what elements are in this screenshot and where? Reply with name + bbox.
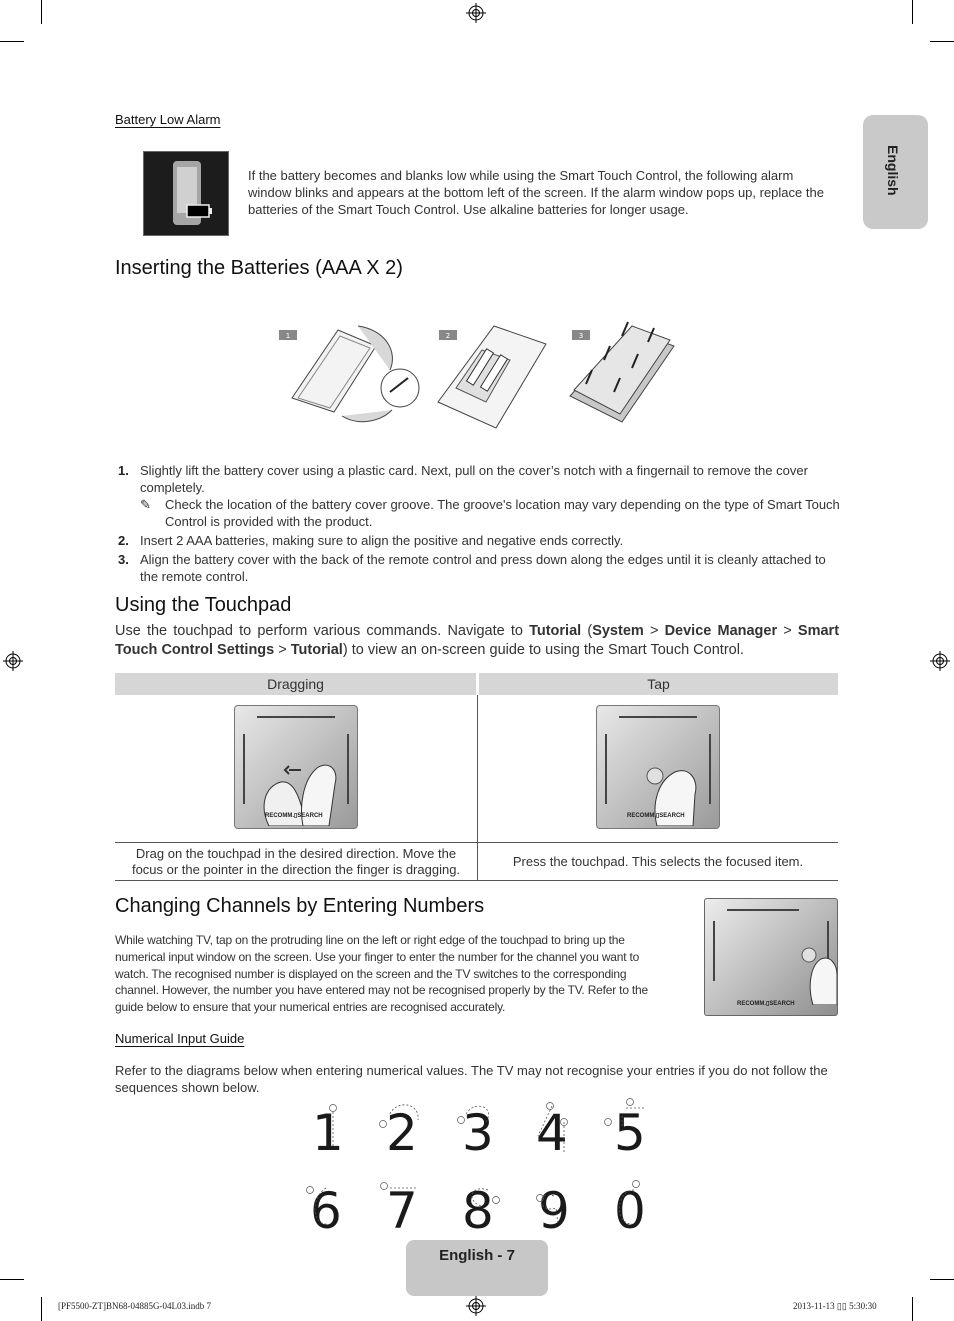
registration-mark-icon <box>466 3 486 23</box>
digit-8: 8 <box>462 1182 494 1238</box>
column-header-tap: Tap <box>478 673 839 695</box>
step-note <box>140 496 840 530</box>
crop-mark <box>41 1297 42 1321</box>
touchpad-number-image <box>704 898 838 1016</box>
menu-device-manager: Device Manager <box>664 623 778 639</box>
finger-edge-tap-icon <box>793 945 837 1005</box>
intro-text: > <box>643 623 665 639</box>
language-side-tab <box>863 115 928 229</box>
pad-label: RECOMM.▯SEARCH <box>627 812 685 819</box>
digit-9: 9 <box>538 1182 570 1238</box>
crop-mark <box>0 1279 24 1280</box>
step-2 <box>115 532 840 549</box>
digit-stroke-guide <box>300 1098 660 1238</box>
digit-2: 2 <box>386 1104 418 1162</box>
column-header-dragging: Dragging <box>115 673 478 695</box>
page-number-tab <box>406 1240 548 1296</box>
battery-insertion-diagram <box>278 318 678 430</box>
intro-text: Use the touchpad to perform various commands. Navigate to <box>115 623 530 639</box>
crop-mark <box>912 0 913 24</box>
intro-text: ) to view an on-screen guide to using the Smart Touch Control. <box>342 642 744 658</box>
battery-low-heading: Battery Low Alarm <box>115 112 221 127</box>
intro-text: ( <box>581 623 593 639</box>
digit-6: 6 <box>310 1182 342 1238</box>
touchpad-gestures-table <box>115 673 838 881</box>
inserting-batteries-heading: Inserting the Batteries (AAA X 2) <box>115 257 403 279</box>
changing-channels-heading: Changing Channels by Entering Numbers <box>115 895 485 917</box>
crop-mark <box>0 41 24 42</box>
side-tab-label: English <box>885 145 901 196</box>
figure-label-2: 2 <box>445 332 451 340</box>
step-text: Insert 2 AAA batteries, making sure to align the positive and negative ends correctly. <box>140 533 624 548</box>
tap-illustration-cell <box>478 695 839 843</box>
dragging-caption: Drag on the touchpad in the desired direction. Move the focus or the pointer in the direction the finger is dragging. <box>115 843 478 881</box>
menu-tutorial: Tutorial <box>290 642 343 658</box>
battery-steps-list <box>115 462 840 587</box>
figure-label-1: 1 <box>285 332 291 340</box>
crop-mark <box>930 1279 954 1280</box>
touchpad-intro <box>115 622 839 660</box>
step-note-text: Check the location of the battery cover groove. The groove's location may vary depending on the type of Smart Touch Control is provided with the product. <box>165 497 840 529</box>
digit-3: 3 <box>462 1104 494 1162</box>
digit-0: 0 <box>614 1182 646 1238</box>
numerical-input-guide-text: Refer to the diagrams below when entering numerical values. The TV may not recognise your entries if you do not follow the sequences shown below. <box>115 1063 828 1095</box>
step-text: Slightly lift the battery cover using a plastic card. Next, pull on the cover’s notch with a fingernail to remove the cover completely. <box>140 463 808 495</box>
print-file-name: [PF5500-ZT]BN68-04885G-04L03.indb 7 <box>58 1301 211 1311</box>
step-text: Align the battery cover with the back of the remote control and press down along the edges until it is cleanly attached to the remote control. <box>140 552 826 584</box>
step-number: 2. <box>118 533 129 548</box>
print-date: 2013-11-13 ▯▯ 5:30:30 <box>793 1301 877 1311</box>
changing-channels-text: While watching TV, tap on the protruding line on the left or right edge of the touchpad to bring up the numerical input window on the screen. Use your finger to enter the number for the channel you want to watch. The recognised number is displayed on the screen and the TV switches to the corresponding channel. However, the number you have entered may not be recognised properly by the TV. Refer to the guide below to ensure that your numerical entries are recognised accurately. <box>115 933 649 1015</box>
registration-mark-icon <box>466 1296 486 1316</box>
pencil-note-icon: ✎ <box>140 497 151 512</box>
tap-caption: Press the touchpad. This selects the focused item. <box>478 843 839 881</box>
crop-mark <box>930 41 954 42</box>
digit-4: 4 <box>536 1104 568 1162</box>
intro-text: > <box>274 642 291 658</box>
pad-label: RECOMM.▯SEARCH <box>737 1001 795 1007</box>
crop-mark <box>912 1297 913 1321</box>
registration-mark-icon <box>3 651 23 671</box>
digit-1: 1 <box>312 1104 344 1162</box>
step-number: 3. <box>118 552 129 567</box>
step-1 <box>115 462 840 530</box>
touchpad-heading: Using the Touchpad <box>115 594 292 616</box>
pad-label: RECOMM.▯SEARCH <box>265 812 323 819</box>
menu-system: System <box>592 623 644 639</box>
intro-text: > <box>777 623 798 639</box>
digit-7: 7 <box>386 1182 418 1238</box>
numerical-input-guide-heading: Numerical Input Guide <box>115 1031 245 1046</box>
battery-low-text: If the battery becomes and blanks low while using the Smart Touch Control, the following alarm window blinks and appears at the bottom left of the screen. If the alarm window pops up, replace the batteries of the Smart Touch Control. Use alkaline batteries for longer usage. <box>248 168 824 217</box>
figure-label-3: 3 <box>578 332 584 340</box>
step-number: 1. <box>118 463 129 478</box>
crop-mark <box>41 0 42 24</box>
digit-5: 5 <box>614 1104 646 1162</box>
battery-alarm-image <box>143 151 229 236</box>
registration-mark-icon <box>930 651 950 671</box>
page-number-label: English - 7 <box>439 1247 515 1264</box>
step-3 <box>115 551 840 585</box>
menu-tutorial: Tutorial <box>529 623 582 639</box>
dragging-illustration-cell <box>115 695 478 843</box>
menu-smart-touch-control-settings: Smart Touch Control Settings <box>115 623 840 658</box>
touchpad-tap-image <box>596 705 720 829</box>
touchpad-drag-image <box>234 705 358 829</box>
